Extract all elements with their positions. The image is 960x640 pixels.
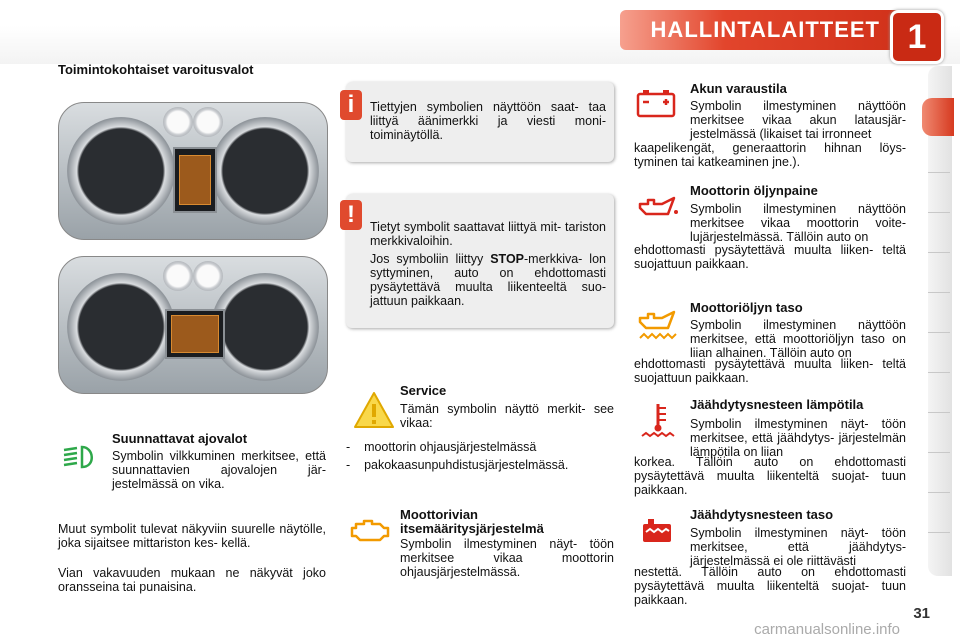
coolant-temperature-text-b: korkea. Tällöin auto on ehdottomasti pysäytettävä muulta liikenteltä suojat- tuun paikkaan. [634, 455, 906, 497]
service-title: Service [400, 383, 447, 398]
speedometer-dial [211, 117, 319, 225]
coolant-level-text-a: Symbolin ilmestyminen näyt- töön merkitsee, että jäähdytys- järjestelmässä ei ole riittävästi [690, 526, 906, 568]
service-item-1-text: moottorin ohjausjärjestelmässä [364, 440, 537, 454]
speedometer-dial [211, 273, 319, 381]
warning-box [346, 194, 614, 328]
exclamation-icon: ! [340, 200, 362, 230]
engine-control-title [400, 508, 614, 536]
service-item-1: - moottorin ohjausjärjestelmässä [346, 440, 537, 454]
low-beam-title: Suunnattavat ajovalot [112, 431, 248, 446]
oil-pressure-text-b: ehdottomasti pysäytettävä muulta liiken- teltä suojattuun paikkaan. [634, 243, 906, 271]
rail-divider [928, 492, 950, 493]
rail-divider [928, 412, 950, 413]
instrument-cluster-image-1 [58, 102, 328, 240]
rail-divider [928, 532, 950, 533]
battery-text-a: Symbolin ilmestyminen näyttöön merkitsee vikaa akun latausjär- jestelmässä (likaiset tai irronneet [690, 99, 906, 141]
coolant-temperature-text-a: Symbolin ilmestyminen näyt- töön merkitsee, että jäähdytys- järjestelmän lämpötila on liian [690, 417, 906, 459]
section-title: Toimintokohtaiset varoitusvalot [58, 62, 254, 77]
warning-text-2-pre: Jos symboliin liittyy [370, 252, 491, 266]
info-box [346, 82, 614, 162]
severity-text: Vian vakavuuden mukaan ne näkyvät joko oransseina tai punaisina. [58, 566, 326, 594]
instrument-cluster-image-2 [58, 256, 328, 394]
rail-divider [928, 292, 950, 293]
coolant-temperature-icon [640, 402, 676, 442]
engine-control-title-1: Moottorivian [400, 507, 478, 522]
rail-divider [928, 212, 950, 213]
warning-text-1: Tietyt symbolit saattavat liittyä mit- tariston merkkivaloihin. [370, 220, 606, 248]
low-beam-text: Symbolin vilkkuminen merkitsee, että suunnattavien ajovalojen jär- jestelmässä on vika. [112, 449, 326, 491]
coolant-level-title: Jäähdytysnesteen taso [690, 507, 834, 522]
temp-gauge [193, 261, 223, 291]
other-symbols-text: Muut symbolit tulevat näkyviin suurelle näytölle, joka sijaitsee mittariston kes- kellä. [58, 522, 326, 550]
warning-display [171, 315, 219, 353]
battery-icon [636, 88, 676, 118]
oil-level-icon [636, 310, 680, 344]
battery-text-b: kaapelikengät, generaattorin hihnan löys- tyminen tai katkeaminen jne.). [634, 141, 906, 169]
rail-divider [928, 332, 950, 333]
fuel-gauge [163, 261, 193, 291]
chapter-badge: 1 [890, 10, 944, 64]
oil-pressure-text-a: Symbolin ilmestyminen näyttöön merkitsee vikaa moottorin voite- lujärjestelmässä. Tällöin auto on [690, 202, 906, 244]
coolant-level-text-b: nestettä. Tällöin auto on ehdottomasti pysäytettävä muulta liikenteltä suojat- tuun paikkaan. [634, 565, 906, 607]
warning-display [179, 155, 211, 205]
watermark: carmanualsonline.info [754, 621, 900, 638]
oil-level-text-a: Symbolin ilmestyminen näyttöön merkitsee, että moottoriöljyn taso on liian alhainen. Tällöin auto on [690, 318, 906, 360]
coolant-level-icon [640, 516, 674, 544]
service-warning-icon [352, 390, 396, 430]
info-box-text: Tiettyjen symbolien näyttöön saat- taa liittyä äänimerkki ja viesti moni- toiminäytöllä. [370, 100, 606, 142]
headlamp-green-icon [60, 444, 100, 470]
oil-pressure-title: Moottorin öljynpaine [690, 183, 818, 198]
page-title: HALLINTALAITTEET [650, 17, 880, 42]
rail-divider [928, 252, 950, 253]
center-display [165, 309, 225, 359]
tachometer-dial [67, 273, 175, 381]
service-item-2: - pakokaasunpuhdistusjärjestelmässä. [346, 458, 569, 472]
info-icon: i [340, 90, 362, 120]
tachometer-dial [67, 117, 175, 225]
chapter-rail [928, 66, 952, 576]
warning-text-2 [370, 252, 606, 308]
engine-check-icon [350, 516, 390, 544]
engine-control-title-2: itsemääritysjärjestelmä [400, 521, 544, 536]
oil-level-text-b: ehdottomasti pysäytettävä muulta liiken- teltä suojattuun paikkaan. [634, 357, 906, 385]
rail-divider [928, 372, 950, 373]
service-item-2-text: pakokaasunpuhdistusjärjestelmässä. [364, 458, 569, 472]
temp-gauge [193, 107, 223, 137]
service-text: Tämän symbolin näyttö merkit- see vikaa: [400, 402, 614, 430]
battery-title: Akun varaustila [690, 81, 787, 96]
chapter-tab-active[interactable] [922, 98, 954, 136]
coolant-temperature-title: Jäähdytysnesteen lämpötila [690, 397, 864, 412]
stop-label: STOP [490, 252, 525, 266]
oil-level-title: Moottoriöljyn taso [690, 300, 803, 315]
center-display [173, 147, 217, 213]
rail-divider [928, 452, 950, 453]
warning-text-2-post: -merkkiva- lon syttyminen, auto on ehdottomasti pysäytettävä muulta liikenteeltä suo- jattuun paikkaan. [370, 252, 606, 308]
rail-divider [928, 172, 950, 173]
oil-pressure-icon [636, 194, 680, 220]
fuel-gauge [163, 107, 193, 137]
page-number: 31 [913, 605, 930, 622]
engine-control-text: Symbolin ilmestyminen näyt- töön merkitsee vikaa moottorin ohjausjärjestelmässä. [400, 537, 614, 579]
